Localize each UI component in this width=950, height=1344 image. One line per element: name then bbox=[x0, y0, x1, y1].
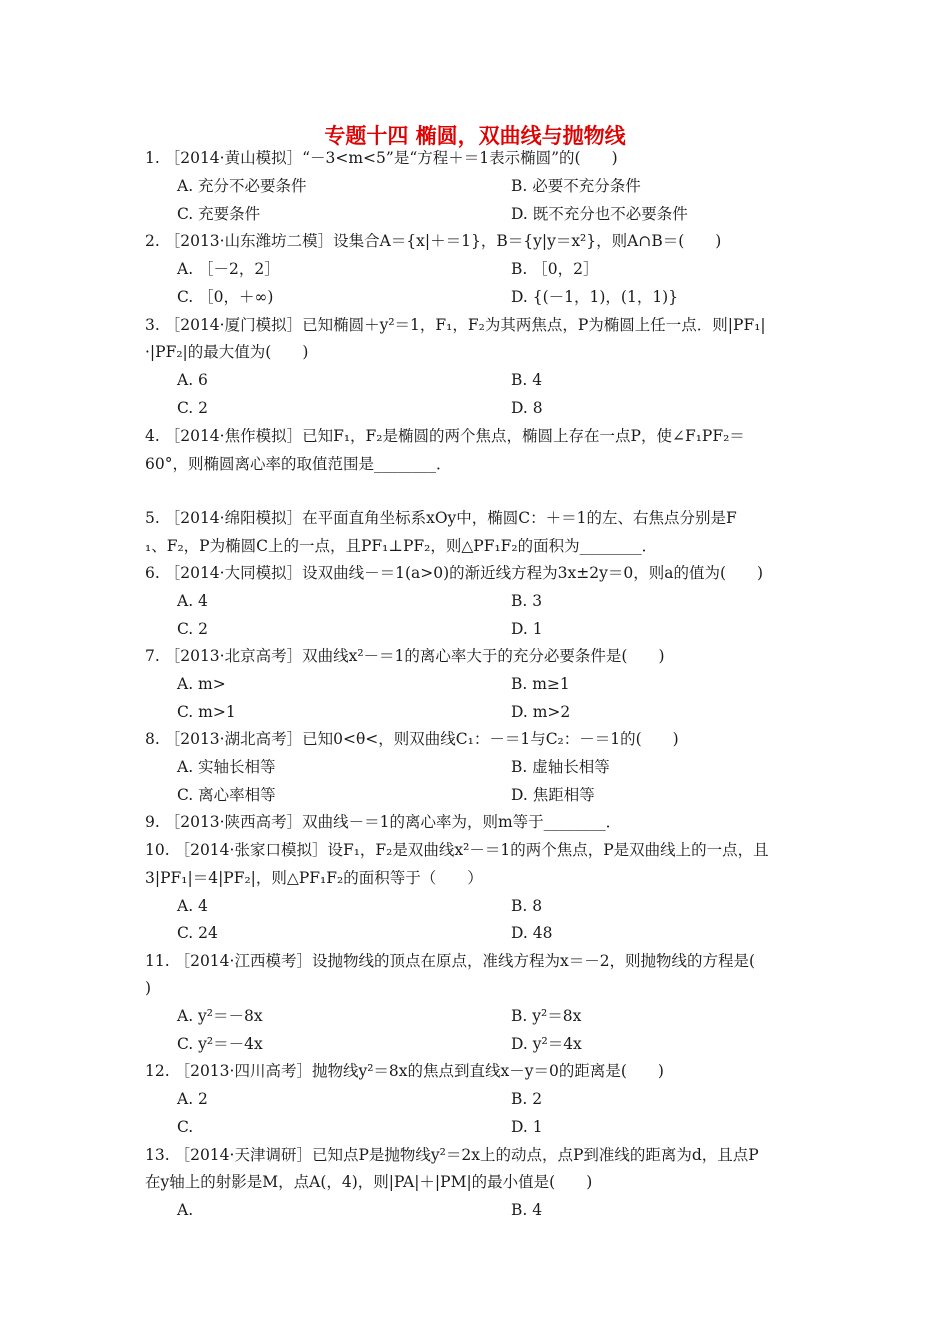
question-6-option-c: C. 2 bbox=[177, 620, 209, 638]
question-10-option-a: A. 4 bbox=[177, 897, 208, 915]
question-3-option-c: C. 2 bbox=[177, 399, 209, 417]
question-1-option-a: A. 充分不必要条件 bbox=[177, 177, 307, 195]
question-10-option-c: C. 24 bbox=[177, 924, 218, 942]
question-3-option-b: B. 4 bbox=[511, 371, 543, 389]
question-10-option-b: B. 8 bbox=[511, 897, 543, 915]
page-title: 专题十四 椭圆，双曲线与抛物线 bbox=[324, 124, 626, 148]
question-7-option-c: C. m>1 bbox=[177, 703, 236, 721]
question-12-option-d: D. 1 bbox=[511, 1118, 543, 1136]
question-12-option-c: C. bbox=[177, 1118, 194, 1136]
question-2-stem: 2. ［2013·山东潍坊二模］设集合A＝{x|＋＝1}，B＝{y|y＝x²}，则A∩B＝( ) bbox=[145, 232, 722, 250]
question-6-option-a: A. 4 bbox=[177, 592, 208, 610]
question-10-stem-line-2: 3|PF₁|＝4|PF₂|，则△PF₁F₂的面积等于（ ） bbox=[145, 869, 483, 887]
question-4-stem-line-1: 4. ［2014·焦作模拟］已知F₁，F₂是椭圆的两个焦点，椭圆上存在一点P，使∠F₁PF₂＝ bbox=[145, 427, 745, 445]
question-7-option-b: B. m≥1 bbox=[511, 675, 570, 693]
question-6-stem: 6. ［2014·大同模拟］设双曲线－＝1(a>0)的渐近线方程为3x±2y＝0，则a的值为( ) bbox=[145, 564, 764, 582]
question-13-stem-line-2: 在y轴上的射影是M，点A(，4)，则|PA|＋|PM|的最小值是( ) bbox=[145, 1173, 593, 1191]
question-13-option-b: B. 4 bbox=[511, 1201, 543, 1219]
question-8-option-c: C. 离心率相等 bbox=[177, 786, 276, 804]
question-7-stem: 7. ［2013·北京高考］双曲线x²－＝1的离心率大于的充分必要条件是( ) bbox=[145, 647, 665, 665]
question-11-option-c: C. y²＝－4x bbox=[177, 1035, 263, 1053]
question-8-stem: 8. ［2013·湖北高考］已知0<θ<，则双曲线C₁：－＝1与C₂：－＝1的( ) bbox=[145, 730, 679, 748]
question-2-option-c: C. ［0，＋∞) bbox=[177, 288, 274, 306]
question-1-option-b: B. 必要不充分条件 bbox=[511, 177, 641, 195]
question-4-stem-line-2: 60°，则椭圆离心率的取值范围是________． bbox=[145, 455, 452, 473]
question-1-option-c: C. 充要条件 bbox=[177, 205, 261, 223]
question-1-option-d: D. 既不充分也不必要条件 bbox=[511, 205, 688, 223]
question-5-stem-line-2: ₁、F₂，P为椭圆C上的一点，且PF₁⊥PF₂，则△PF₁F₂的面积为________． bbox=[145, 537, 658, 555]
question-6-option-b: B. 3 bbox=[511, 592, 543, 610]
question-9-stem: 9. ［2013·陕西高考］双曲线－＝1的离心率为，则m等于________． bbox=[145, 813, 622, 831]
question-8-option-a: A. 实轴长相等 bbox=[177, 758, 276, 776]
question-2-option-a: A. ［－2，2］ bbox=[177, 260, 280, 278]
question-3-stem-line-1: 3. ［2014·厦门模拟］已知椭圆＋y²＝1，F₁，F₂为其两焦点，P为椭圆上任一点．则|PF₁| bbox=[145, 316, 766, 334]
question-1-stem: 1. ［2014·黄山模拟］“－3<m<5”是“方程＋＝1表示椭圆”的( ) bbox=[145, 149, 618, 167]
question-3-stem-line-2: ·|PF₂|的最大值为( ) bbox=[145, 343, 309, 361]
question-2-option-b: B. ［0，2］ bbox=[511, 260, 599, 278]
question-12-stem: 12. ［2013·四川高考］抛物线y²＝8x的焦点到直线x－y＝0的距离是( ) bbox=[145, 1062, 664, 1080]
question-7-option-d: D. m>2 bbox=[511, 703, 571, 721]
question-12-option-a: A. 2 bbox=[177, 1090, 208, 1108]
question-8-option-d: D. 焦距相等 bbox=[511, 786, 595, 804]
question-11-option-b: B. y²＝8x bbox=[511, 1007, 582, 1025]
question-13-stem-line-1: 13. ［2014·天津调研］已知点P是抛物线y²＝2x上的动点，点P到准线的距离为d，且点P bbox=[145, 1146, 759, 1164]
question-3-option-a: A. 6 bbox=[177, 371, 208, 389]
question-12-option-b: B. 2 bbox=[511, 1090, 543, 1108]
question-8-option-b: B. 虚轴长相等 bbox=[511, 758, 610, 776]
question-7-option-a: A. m> bbox=[177, 675, 226, 693]
question-6-option-d: D. 1 bbox=[511, 620, 543, 638]
question-5-stem-line-1: 5. ［2014·绵阳模拟］在平面直角坐标系xOy中，椭圆C：＋＝1的左、右焦点分别是F bbox=[145, 509, 737, 527]
question-2-option-d: D. {(－1，1)，(1，1)} bbox=[511, 288, 679, 306]
question-10-stem-line-1: 10. ［2014·张家口模拟］设F₁，F₂是双曲线x²－＝1的两个焦点，P是双曲线上的一点，且 bbox=[145, 841, 769, 859]
question-11-stem-line-2: ) bbox=[145, 979, 152, 997]
question-3-option-d: D. 8 bbox=[511, 399, 543, 417]
question-11-stem-line-1: 11. ［2014·江西模考］设抛物线的顶点在原点，准线方程为x＝－2，则抛物线的方程是( bbox=[145, 952, 756, 970]
question-13-option-a: A. bbox=[177, 1201, 194, 1219]
question-11-option-a: A. y²＝－8x bbox=[177, 1007, 263, 1025]
question-10-option-d: D. 48 bbox=[511, 924, 553, 942]
question-11-option-d: D. y²＝4x bbox=[511, 1035, 582, 1053]
